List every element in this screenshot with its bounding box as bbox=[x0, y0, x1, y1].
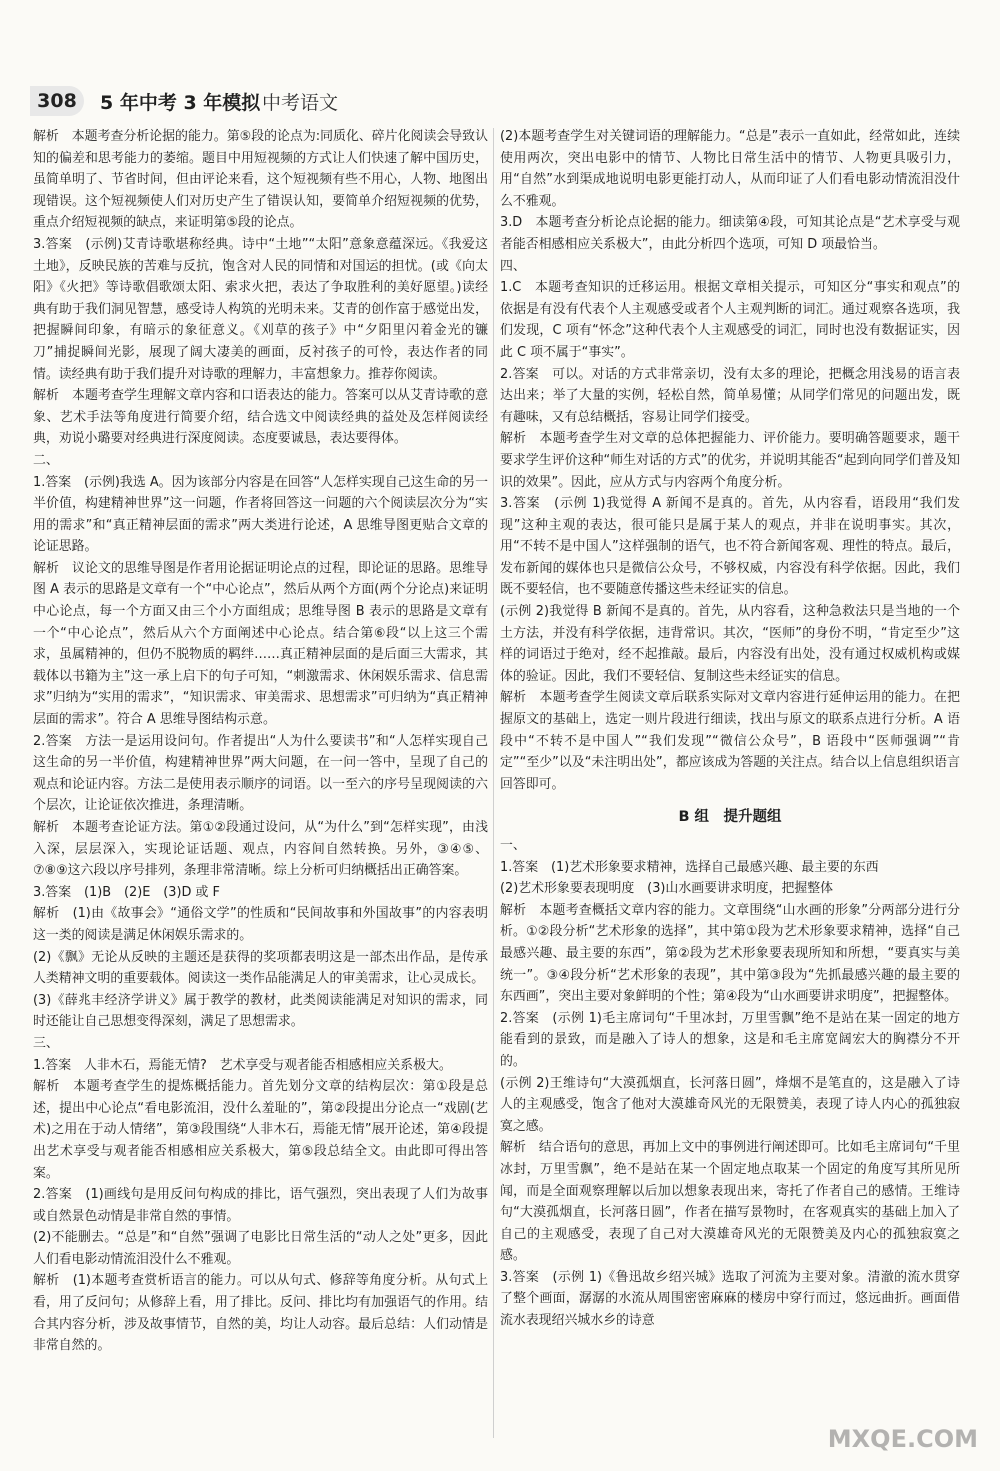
answer-paragraph: (2)《飘》无论从反映的主题还是获得的奖项都表明这是一部杰出作品，是传承人类精神文明的重要载体。阅读这一类作品能满足人的审美需求，让心灵成长。 bbox=[33, 949, 488, 987]
answer-paragraph: 解析 本题考查概括文章内容的能力。文章围绕“山水画的形象”分两部分进行分析。①②段分析“艺术形象的选择”，其中第①段为艺术形象要求精神，选择“自己最感兴趣、最主要的东西”，第②段为艺术形象要表现所知和所想，“要真实与美统一”。③④段分析“艺术形象的表现”，其中第③段为“先抓最感兴趣的最主要的东西画”，突出主要对象鲜明的个性；第④段为“山水画要讲求明度”，把握整体。 bbox=[500, 902, 960, 1005]
answer-paragraph: 解析 (1)由《故事会》“通俗文学”的性质和“民间故事和外国故事”的内容表明这一类的阅读是满足休闲娱乐需求的。 bbox=[33, 906, 488, 943]
answer-paragraph: (示例 2)王维诗句“大漠孤烟直，长河落日圆”，烽烟不是笔直的，这是融入了诗人的主观感受，饱含了他对大漠雄奇风光的无限赞美，表现了诗人内心的孤独寂寞之感。 bbox=[500, 1075, 960, 1134]
answer-paragraph: 1.答案 (1)艺术形象要求精神，选择自己最感兴趣、最主要的东西 bbox=[500, 859, 879, 875]
answer-paragraph: 2.答案 (1)画线句是用反问句构成的排比，语气强烈，突出表现了人们为故事或自然景色动情是非常自然的事情。 bbox=[33, 1187, 488, 1224]
answer-paragraph: (3)《薛兆丰经济学讲义》属于教学的教材，此类阅读能满足对知识的需求，同时还能让自己思想变得深刻，满足了思想需求。 bbox=[33, 992, 488, 1030]
answer-paragraph: (2)本题考查学生对关键词语的理解能力。“总是”表示一直如此，经常如此，连续使用两次，突出电影中的情节、人物比日常生活中的情节、人物更具吸引力，用“自然”水到渠成地说明电影更能打动人，从而印证了人们看电影动情流泪没什么不雅观。 bbox=[500, 129, 960, 209]
page-header bbox=[30, 86, 970, 120]
answer-paragraph: 2.答案 可以。对话的方式非常亲切，没有太多的理论，把概念用浅易的语言表达出来；举了大量的实例，轻松自然，简单易懂；从同学们常见的问题出发，既有趣味，又有总结概括，容易让同学们接受。 bbox=[500, 366, 960, 425]
answer-paragraph: 解析 结合语句的意思，再加上文中的事例进行阐述即可。比如毛主席词句“千里冰封，万里雪飘”，绝不是站在某一个固定地点取某一个固定的角度写其所见所闻，而是全面观察理解以后加以想象表现出来，寄托了作者自己的感情。王维诗句“大漠孤烟直，长河落日圆”，作者在描写景物时，在客观真实的基础上加入了自己的主观感受，表现了自己对大漠雄奇风光的无限赞美及内心的孤独寂寞之感。 bbox=[500, 1140, 960, 1264]
answer-paragraph: (示例 2)我觉得 B 新闻不是真的。首先，从内容看，这种急救法只是当地的一个土方法，并没有科学依据，违背常识。其次，“医师”的身份不明，“肯定至少”这样的词语过于绝对，经不起推敲。最后，内容没有出处，没有通过权威机构或媒体的验证。因此，我们不要轻信、复制这些未经证实的信息。 bbox=[500, 604, 960, 684]
section-heading: 三、 bbox=[33, 1035, 59, 1051]
answer-paragraph: 解析 本题考查分析论据的能力。第⑤段的论点为:同质化、碎片化阅读会导致认知的偏差和思考能力的萎缩。题目中用短视频的方式让人们快速了解中国历史，虽简单明了、节省时间，但由评论来看，这个短视频有些不用心，人物、地图出现错误。这个短视频使人们对历史产生了错误认知，要简单介绍短视频的优势，重点介绍短视频的缺点，来证明第⑤段的论点。 bbox=[33, 129, 488, 231]
answer-paragraph: 解析 (1)本题考查赏析语言的能力。可以从句式、修辞等角度分析。从句式上看，用了反问句；从修辞上看，用了排比。反问、排比均有加强语气的作用。结合其内容分析，涉及故事情节，自然的美，均让人动容。最后总结：人们动情是非常自然的。 bbox=[33, 1273, 488, 1354]
section-heading: 一、 bbox=[500, 838, 526, 853]
answer-paragraph: (2)艺术形象要表现明度 (3)山水画要讲求明度，把握整体 bbox=[500, 881, 834, 897]
right-column bbox=[500, 126, 960, 1332]
book-subject: 中考语文 bbox=[262, 92, 339, 114]
answer-paragraph: 3.D 本题考查分析论点论据的能力。细读第④段，可知其论点是“艺术享受与观者能否相感相应关系极大”，由此分析四个选项，可知 D 项最恰当。 bbox=[500, 215, 960, 252]
section-heading: 二、 bbox=[33, 452, 59, 468]
answer-paragraph: 解析 本题考查学生阅读文章后联系实际对文章内容进行延伸运用的能力。在把握原文的基础上，选定一则片段进行细读，找出与原文的联系点进行分析。A 语段中“不转不是中国人”“我们发现”“微信公众号”，B 语段中“医师强调”“肯定”“至少”以及“未注明出处”，都应该成为答题的关注点。结合以上信息组织语言回答即可。 bbox=[500, 690, 960, 792]
answer-paragraph: 2.答案 方法一是运用设问句。作者提出“人为什么要读书”和“人怎样实现自己这生命的另一半价值，构建精神世界”两大问题，在一问一答中，呈现了自己的观点和论证内容。方法二是使用表示顺序的词语。以一至六的序号呈现阅读的六个层次，让论证依次推进，条理清晰。 bbox=[33, 733, 488, 814]
answer-paragraph: 3.答案 (示例)艾青诗歌堪称经典。诗中“土地”“太阳”意象意蕴深远。《我爱这土地》，反映民族的苦难与反抗，饱含对人民的同情和对国运的担忧。(或《向太阳》《火把》等诗歌倡歌颂太阳、索求火把，表达了争取胜利的美好愿望。)读经典有助于我们洞见智慧，感受诗人构筑的光明未来。艾青的创作富于感觉出发，把握瞬间印象，有暗示的象征意义。《刈草的孩子》中“夕阳里闪着金光的镰刀”捕捉瞬间光影，展现了阔大凄美的画面，反衬孩子的可怜，表达作者的同情。读经典有助于我们提升对诗歌的理解力，丰富想象力。推荐你阅读。 bbox=[33, 236, 488, 382]
section-heading: 四、 bbox=[500, 258, 526, 274]
answer-paragraph: 解析 本题考查学生的提炼概括能力。首先划分文章的结构层次：第①段是总述，提出中心论点“看电影流泪，没什么羞耻的”，第②段提出分论点一“戏剧(艺术)之用在于动人情绪”，第③段围绕“人非木石，焉能无情”展开论述，第④段提出艺术享受与观者能否相感相应关系极大，第⑤段总结全文。由此即可得出答案。 bbox=[33, 1079, 488, 1181]
answer-paragraph: 解析 本题考查学生理解文章内容和口语表达的能力。答案可以从艾青诗歌的意象、艺术手法等角度进行简要介绍，结合选文中阅读经典的益处及怎样阅读经典，劝说小璐要对经典进行深度阅读。态度要诚恳，表达要得体。 bbox=[33, 388, 488, 447]
answer-paragraph: 1.答案 (示例)我选 A。因为该部分内容是在回答“人怎样实现自己这生命的另一半价值，构建精神世界”这一问题，作者将回答这一问题的六个阅读层次分为“实用的需求”和“真正精神层面的需求”两大类进行论述，A 思维导图更贴合文章的论证思路。 bbox=[33, 474, 488, 555]
answer-paragraph: 1.答案 人非木石，焉能无情? 艺术享受与观者能否相感相应关系极大。 bbox=[33, 1057, 452, 1073]
group-title: B 组 提升题组 bbox=[678, 809, 782, 826]
column-divider bbox=[493, 128, 494, 1438]
answer-paragraph: 3.答案 (1)B (2)E (3)D 或 F bbox=[33, 884, 220, 900]
answer-paragraph: (2)不能删去。“总是”和“自然”强调了电影比日常生活的“动人之处”更多，因此人们看电影动情流泪没什么不雅观。 bbox=[33, 1230, 488, 1267]
answer-paragraph: 解析 议论文的思维导图是作者用论据证明论点的过程，即论证的思路。思维导图 A 表示的思路是文章有一个“中心论点”，然后从两个方面(两个分论点)来证明中心论点，每一个方面又由三个小方面组成；思维导图 B 表示的思路是文章有一个“中心论点”，然后从六个方面阐述中心论点。结合第⑥段“以上这三个需求，虽属精神的，但仍不脱物质的羁绊……真正精神层面的是后面三大需求，其载体以书籍为主”这一承上启下的句子可知，“刺激需求、休闲娱乐需求、信息需求”归纳为“实用的需求”，“知识需求、审美需求、思想需求”可归纳为“真正精神层面的需求”。符合 A 思维导图结构示意。 bbox=[33, 560, 488, 728]
book-title: 5 年中考 3 年模拟 bbox=[100, 92, 261, 114]
answer-paragraph: 2.答案 (示例 1)毛主席词句“千里冰封，万里雪飘”绝不是站在某一固定的地方能看到的景致，而是融入了诗人的想象，这是和毛主席宽阔宏大的胸襟分不开的。 bbox=[500, 1010, 960, 1069]
page-number: 308 bbox=[30, 86, 84, 116]
answer-paragraph: 1.C 本题考查知识的迁移运用。根据文章相关提示，可知区分“事实和观点”的依据是有没有代表个人主观感受或者个人主观判断的词汇。通过观察各选项，我们发现，C 项有“怀念”这种代表个人主观感受的词汇，同时也没有数据证实，因此 C 项不属于“事实”。 bbox=[500, 280, 960, 360]
answer-paragraph: 解析 本题考查学生对文章的总体把握能力、评价能力。要明确答题要求，题干要求学生评价这种“师生对话的方式”的优劣，并说明其能否“起到向同学们普及知识的效果”。因此，应从方式与内容两个角度分析。 bbox=[500, 431, 960, 490]
left-column bbox=[33, 126, 488, 1357]
watermark-site: MXQE.COM bbox=[827, 1425, 978, 1453]
answer-paragraph: 3.答案 (示例 1)我觉得 A 新闻不是真的。首先，从内容看，语段用“我们发现”这种主观的表达，很可能只是属于某人的观点，并非在说明事实。其次，用“不转不是中国人”这样强制的语气，也不符合新闻客观、理性的特点。最后，发布新闻的媒体也只是微信公众号，不够权威，内容没有科学依据。因此，我们既不要轻信，也不要随意传播这些未经证实的信息。 bbox=[500, 496, 960, 598]
answer-paragraph: 3.答案 (示例 1)《鲁迅故乡绍兴城》选取了河流为主要对象。清澈的流水贯穿了整个画面，潺潺的水流从周围密密麻麻的楼房中穿行而过，悠远曲折。画面借流水表现绍兴城水乡的诗意 bbox=[500, 1269, 960, 1329]
answer-paragraph: 解析 本题考查论证方法。第①②段通过设问，从“为什么”到“怎样实现”，由浅入深，层层深入，实现论证话题、观点，内容间自然转换。另外，③④⑤、⑦⑧⑨这六段以序号排列，条理非常清晰。综上分析可归纳概括出正确答案。 bbox=[33, 820, 488, 879]
